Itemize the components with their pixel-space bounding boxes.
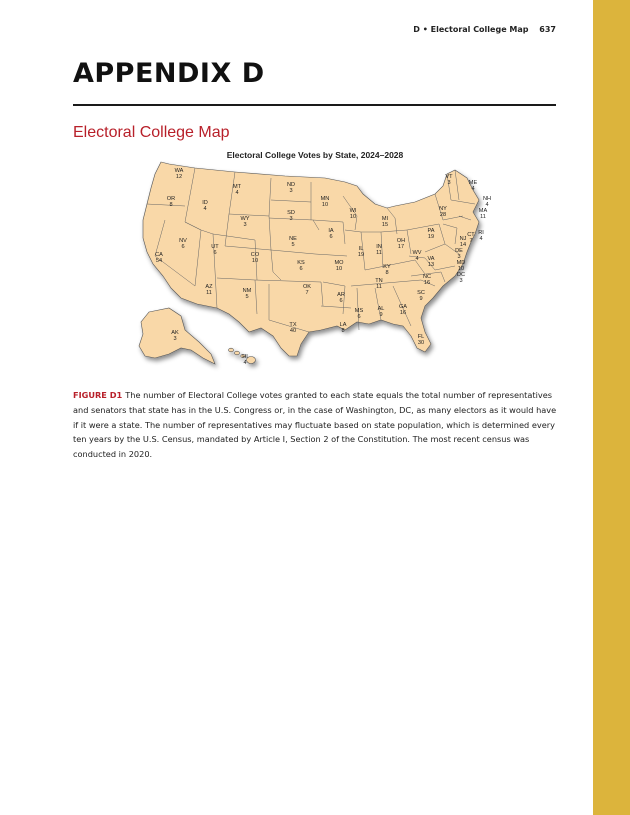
state-label-mo: MO 10 — [334, 260, 344, 272]
state-label-ma: MA 11 — [478, 208, 488, 220]
appendix-title: APPENDIX D — [73, 58, 265, 89]
state-label-ky: KY 8 — [383, 264, 391, 276]
hawaii-island-1 — [229, 348, 234, 352]
state-label-oh: OH 17 — [396, 238, 406, 250]
running-title: D • Electoral College Map — [413, 25, 529, 34]
map-svg — [125, 160, 505, 375]
state-label-al: AL 9 — [377, 306, 385, 318]
state-label-ny: NY 28 — [439, 206, 447, 218]
figure-caption-text: The number of Electoral College votes granted to each state equals the total number of representatives and senators that state has in the U.S. Congress or, in the case of Washington, DC, as many electors as it would have if it were a state. The number of representatives may fluctuate based on state population, which is determined every ten years by the U.S. Census, mandated by Article I, Section 2 of the Constitution. The most recent census was conducted in 2020. — [73, 390, 557, 460]
state-label-wa: WA 12 — [174, 168, 184, 180]
state-label-mi: MI 15 — [381, 216, 389, 228]
state-label-wi: WI 10 — [349, 208, 357, 220]
us-electoral-map — [125, 160, 505, 375]
state-label-nc: NC 16 — [422, 274, 432, 286]
alaska-shape — [139, 308, 215, 364]
state-label-tx: TX 40 — [289, 322, 297, 334]
state-label-ct: CT 7 — [467, 232, 475, 244]
state-label-in: IN 11 — [376, 244, 382, 256]
state-label-de: DE 3 — [455, 248, 463, 260]
state-label-ks: KS 6 — [297, 260, 305, 272]
state-label-ms: MS 6 — [354, 308, 364, 320]
state-label-co: CO 10 — [250, 252, 260, 264]
state-label-nh: NH 4 — [482, 196, 492, 208]
section-heading: Electoral College Map — [73, 124, 230, 141]
state-label-pa: PA 19 — [427, 228, 435, 240]
state-label-mt: MT 4 — [232, 184, 242, 196]
state-label-md: MD 10 — [456, 260, 466, 272]
state-label-wy: WY 3 — [240, 216, 250, 228]
state-label-ia: IA 6 — [328, 228, 334, 240]
state-label-ok: OK 7 — [302, 284, 312, 296]
state-label-me: ME 4 — [468, 180, 478, 192]
state-label-nm: NM 5 — [242, 288, 252, 300]
state-label-tn: TN 11 — [375, 278, 383, 290]
state-label-la: LA 8 — [339, 322, 347, 334]
state-label-nv: NV 6 — [179, 238, 187, 250]
hawaii-island-4 — [247, 357, 256, 364]
state-label-dc: DC 3 — [456, 272, 466, 284]
state-label-wv: WV 4 — [412, 250, 422, 262]
state-label-ut: UT 6 — [211, 244, 219, 256]
state-label-az: AZ 11 — [205, 284, 213, 296]
state-label-ca: CA 54 — [155, 252, 163, 264]
figure-label: FIGURE D1 — [73, 390, 123, 400]
page-number: 637 — [539, 25, 556, 34]
state-label-sd: SD 3 — [287, 210, 295, 222]
figure-caption — [73, 388, 557, 462]
state-label-il: IL 19 — [357, 246, 365, 258]
title-rule — [73, 104, 556, 106]
state-label-hi: HI 4 — [242, 354, 248, 366]
state-label-or: OR 8 — [166, 196, 176, 208]
state-label-id: ID 4 — [202, 200, 208, 212]
state-label-ri: RI 4 — [478, 230, 484, 242]
state-label-nd: ND 3 — [286, 182, 296, 194]
state-label-vt: VT 3 — [445, 174, 453, 186]
gold-side-bar — [593, 0, 630, 815]
running-header — [413, 25, 556, 34]
state-label-nj: NJ 14 — [459, 236, 467, 248]
hawaii-island-2 — [235, 351, 240, 355]
state-label-fl: FL 30 — [417, 334, 425, 346]
map-title: Electoral College Votes by State, 2024–2028 — [226, 150, 404, 160]
state-label-ne: NE 5 — [289, 236, 297, 248]
state-label-ak: AK 3 — [171, 330, 179, 342]
state-label-mn: MN 10 — [320, 196, 330, 208]
state-label-va: VA 13 — [427, 256, 435, 268]
state-label-ga: GA 16 — [398, 304, 408, 316]
state-label-sc: SC 9 — [417, 290, 425, 302]
state-label-ar: AR 6 — [337, 292, 345, 304]
